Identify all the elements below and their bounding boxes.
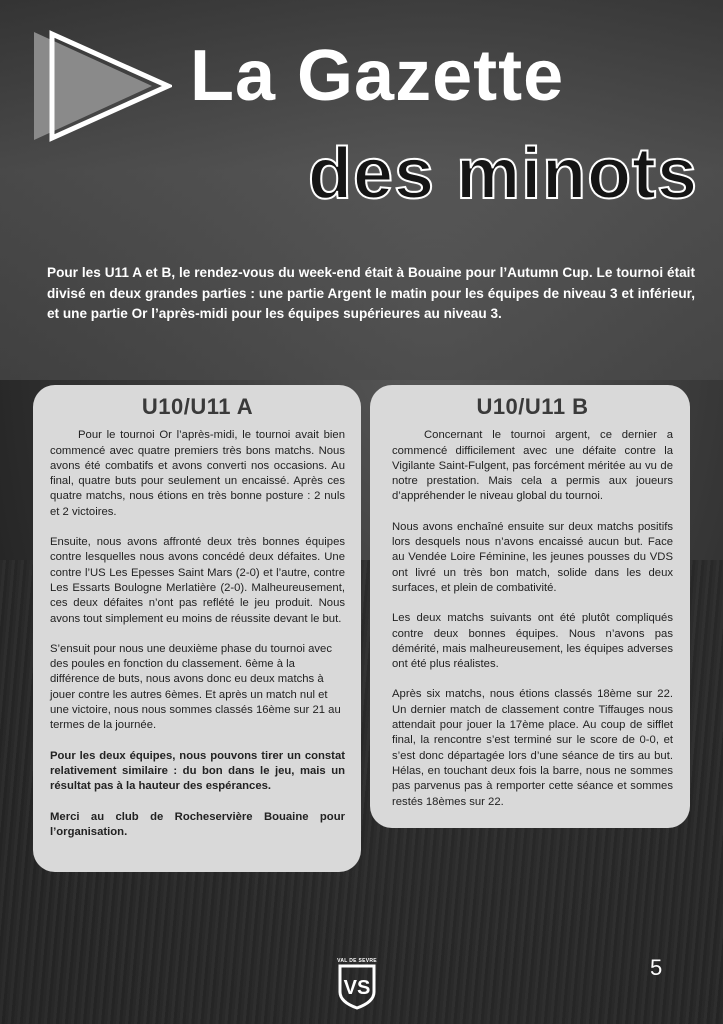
paragraph: Ensuite, nous avons affronté deux très bonnes équipes contre lesquelles nous avons concédé deux défaites. Une contre l’US Les Epesses Saint Mars (2-0) et l’autre, contre Les Essarts Boulogne Merlatière (2-0). Malheureusement, ces deux défaites n’ont pas reflété le jeu produit. Nous avons tout simplement eu moins de réussite devant le but. [50,536,345,625]
paragraph-bold: Merci au club de Rocheservière Bouaine pour l’organisation. [50,810,345,838]
paragraph: Nous avons enchaîné ensuite sur deux matchs positifs lors desquels nous n’avons encaissé aucun but. Face au Vendée Loire Féminine, les jeunes pousses du VDS ont livré un très bon match, solide dans les deux surfaces, et plein de combativité. [392,520,673,594]
paragraph-bold: Pour les deux équipes, nous pouvons tirer un constat relativement similaire : du bon dans le jeu, mais un résultat pas à la hauteur des espérances. [50,749,345,793]
page-number: 5 [650,955,663,980]
intro-text: Pour les U11 A et B, le rendez-vous du week-end était à Bouaine pour l’Autumn Cup. Le tournoi était divisé en deux grandes parties : une partie Argent le matin pour les équipes de niveau 3 et inférieur, et une partie Or l’après-midi pour les équipes supérieures au niveau 3. [47,265,695,321]
card-u11-b [370,385,690,828]
paragraph: Les deux matchs suivants ont été plutôt compliqués contre deux bonnes équipes. Nous n’avons pas démérité, mais malheureusement, les équipes adverses ont été plus réalistes. [392,612,673,671]
paragraph: S’ensuit pour nous une deuxième phase du tournoi avec des poules en fonction du classement. 6ème à la différence de buts, nous avons donc eu deux matchs à jouer contre les autres 6èmes. Et après un match nul et une victoire, nous nous sommes classés 16ème sur 21 au termes de la journée. [50,642,341,732]
paragraph: Après six matchs, nous étions classés 18ème sur 22. Un dernier match de classement contre Tiffauges nous attendait pour jouer la 17ème place. Au coup de sifflet final, la rencontre s’est terminé sur le score de 0-0, et s’est donc départagée lors d’une séance de tirs au but. Hélas, en touchant deux fois la barre, nous ne sommes pas parvenus pas à remporter cette séance et sommes restés 18èmes sur 22. [392,688,673,808]
club-name: VAL DE SEVRE [337,958,377,964]
shield-icon [337,964,377,1010]
card-title: U10/U11 B [476,394,589,419]
paragraph: Pour le tournoi Or l’après-midi, le tournoi avait bien commencé avec quatre premiers très bons matchs. Nous avons été combatifs et avons converti nos occasions. Au final, quatre buts pour seulement un encaissé. Après ces quatre matchs, nous étions en très bonne posture : 2 nuls et 2 victoires. [50,429,345,518]
title-line2: des minots [308,134,699,214]
card-u11-a [33,385,361,872]
play-triangle-icon [32,30,172,142]
paragraph: Concernant le tournoi argent, ce dernier a commencé difficilement avec une défaite contre la Vigilante Saint-Fulgent, pas forcément méritée au vu de notre prestation. Mais cela a permis aux joueurs d’appréhender le niveau global du tournoi. [392,429,673,503]
club-initials: VS [343,977,371,999]
card-title: U10/U11 A [141,394,254,419]
title-line1: La Gazette [190,36,565,116]
club-logo [337,958,377,1015]
